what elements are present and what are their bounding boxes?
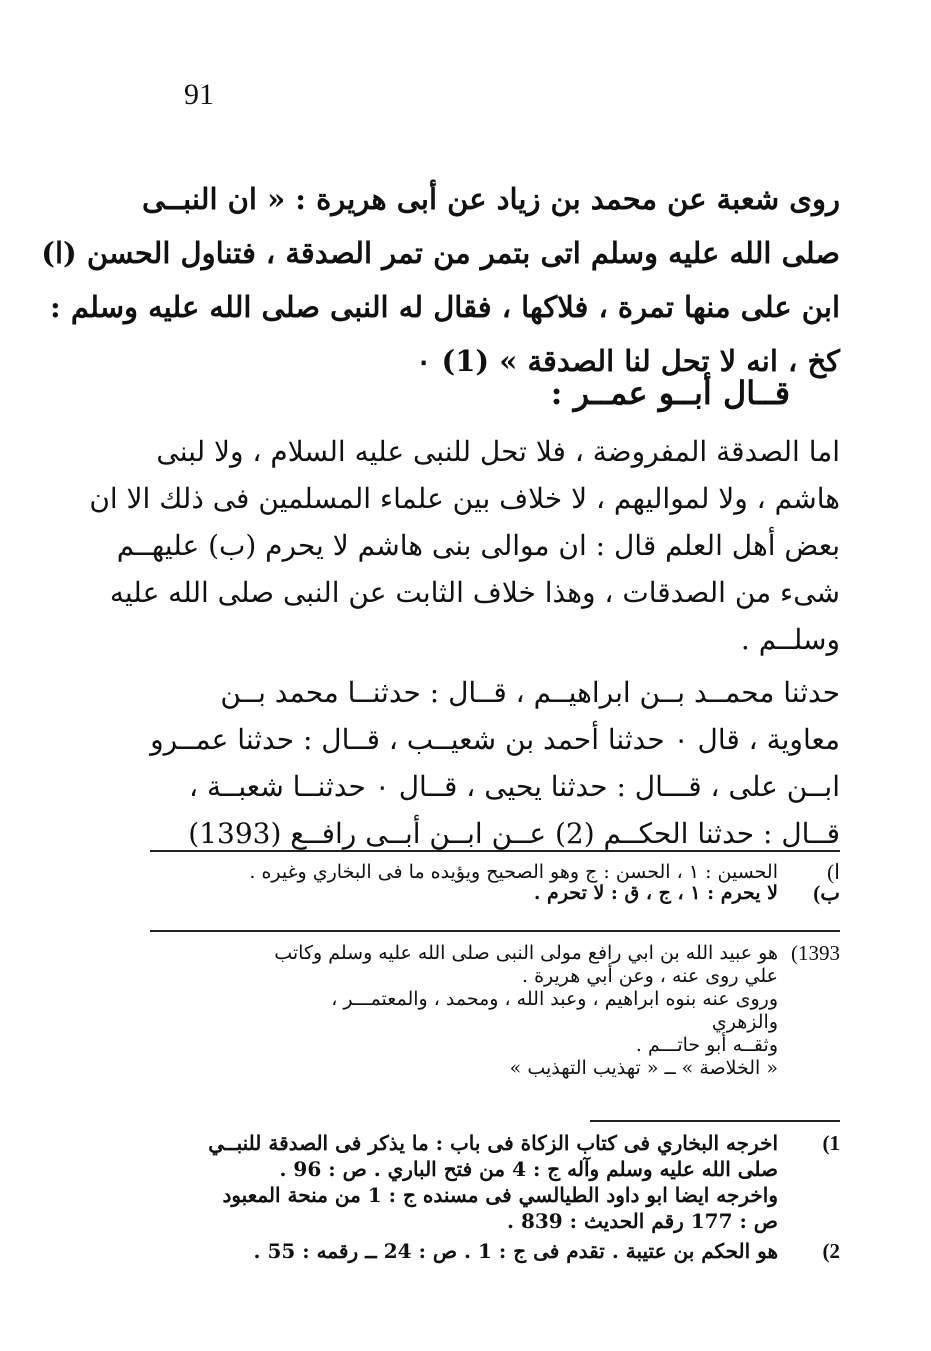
text-line: هاشم ، ولا لمواليهم ، لا خلاف بين علماء المسلمين فى ذلك الا ان	[89, 482, 840, 515]
biography-note	[140, 942, 840, 1080]
footnote-marker: 2)	[822, 1239, 840, 1263]
footnote	[140, 883, 840, 904]
footnote-marker: ا)	[827, 860, 840, 884]
footnote	[140, 862, 840, 883]
footnote-marker: ب)	[813, 881, 840, 905]
footnote-line: اخرجه البخاري فى كتاب الزكاة فى باب : ما يذكر فى الصدقة للنبــي	[208, 1131, 778, 1155]
footnote-line: علي روى عنه ، وعن أبي هريرة .	[522, 965, 778, 987]
footnote	[140, 1130, 840, 1234]
footnote-line: « الخلاصة » ــ « تهذيب التهذيب »	[509, 1057, 778, 1079]
footnote-line: وثقــه أبو حاتـــم .	[635, 1034, 778, 1056]
footnote	[140, 1238, 840, 1264]
page-number: 91	[184, 78, 214, 111]
hadith-line: ابن على منها تمرة ، فلاكها ، فقال له النبى صلى الله عليه وسلم :	[50, 290, 840, 324]
footnote-line: هو عبيد الله بن ابي رافع مولى النبى صلى الله عليه وسلم وكاتب	[274, 942, 778, 964]
footnote-line: ص : 177 رقم الحديث : 839 .	[507, 1209, 778, 1233]
footnote-text: الحسين : ١ ، الحسن : ج وهو الصحيح ويؤيده ما فى البخاري وغيره .	[249, 861, 778, 883]
paragraph-1	[89, 428, 840, 663]
footnote-line: واخرجه ايضا ابو داود الطيالسي فى مسنده ج : 1 من منحة المعبود	[222, 1183, 778, 1207]
text-line: معاوية ، قال ٠ حدثنا أحمد بن شعيــب ، قــال : حدثنا عمــرو	[150, 723, 840, 756]
paragraph-2	[140, 669, 840, 857]
hadith-line: صلى الله عليه وسلم اتى بتمر من تمر الصدقة ، فتناول الحسن (ا)	[41, 236, 840, 270]
footnote-line: صلى الله عليه وسلم وآله ج : 4 من فتح الباري . ص : 96 .	[279, 1157, 778, 1181]
source-notes	[140, 1130, 840, 1264]
section-heading: قــال أبــو عمــر :	[550, 374, 790, 412]
footnote-marker: 1)	[822, 1131, 840, 1155]
hadith-text	[41, 172, 840, 388]
text-line: اما الصدقة المفروضة ، فلا تحل للنبى عليه السلام ، ولا لبنى	[156, 435, 840, 468]
footnote-line: والزهري	[711, 1011, 778, 1033]
footnote-line: وروى عنه بنوه ابراهيم ، وعبد الله ، ومحمد ، والمعتمـــر ،	[331, 988, 778, 1010]
footnote-text: لا يحرم : ١ ، ج ، ق : لا تحرم .	[533, 882, 778, 904]
text-line: وسلــم .	[740, 623, 840, 656]
footnote-marker: 1393)	[791, 941, 840, 965]
text-line: شىء من الصدقات ، وهذا خلاف الثابت عن النبى صلى الله عليه	[109, 576, 840, 609]
text-line: بعض أهل العلم قال : ان موالى بنى هاشم لا يحرم (ب) عليهــم	[116, 529, 840, 562]
footnote-rule	[150, 930, 840, 932]
hadith-line: روى شعبة عن محمد بن زياد عن أبى هريرة : « ان النبــى	[141, 182, 840, 216]
text-line: قــال : حدثنا الحكــم (2) عــن ابــن أبــى رافــع (1393)	[188, 817, 840, 850]
hadith-line: كخ ، انه لا تحل لنا الصدقة » (1) ٠	[415, 344, 840, 378]
footnote-line: هو الحكم بن عتيبة . تقدم فى ج : 1 . ص : 24 ــ رقمه : 55 .	[253, 1239, 778, 1263]
body-text	[89, 428, 840, 857]
variant-notes	[140, 862, 840, 904]
footnote-rule	[590, 1120, 840, 1122]
footnote-rule	[150, 850, 840, 852]
text-line: حدثنا محمــد بــن ابراهيــم ، قــال : حدثنــا محمد بــن	[220, 676, 840, 709]
text-line: ابــن على ، قـــال : حدثنا يحيى ، قــال ٠ حدثنــا شعبــة ،	[189, 770, 840, 803]
